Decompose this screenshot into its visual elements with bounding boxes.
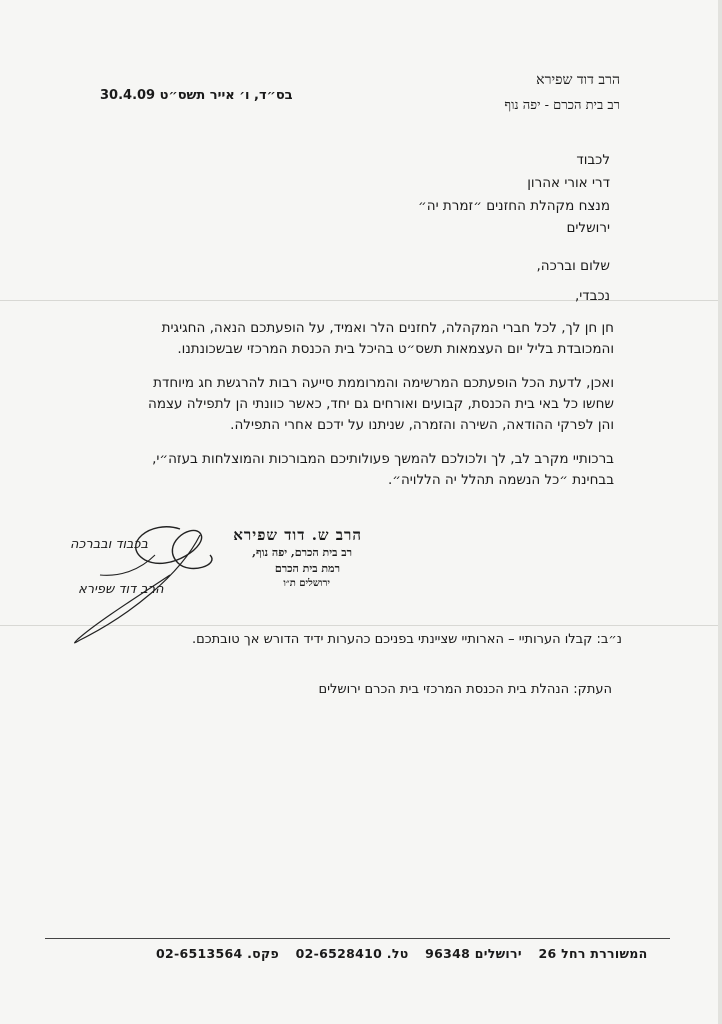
- footer-fax: פקס. 02-6513564: [156, 946, 279, 961]
- stamp-line-4: ירושלים ת״ו: [283, 578, 330, 589]
- recipient-to: לכבוד: [576, 152, 610, 168]
- date-line: בס״ד, ו׳ אייר תשס״ט 30.4.09: [100, 88, 293, 103]
- footer-address: [150, 946, 653, 961]
- signer-name: הרב דוד שפירא: [78, 582, 164, 597]
- closing: בכבוד ובברכה: [70, 537, 148, 552]
- paragraph-2-line: והן לפרקי ההודאה, השירה והזמרה, שניתנו על ידכם אחרי התפילה.: [230, 417, 614, 433]
- recipient-title: מנצח מקהלת החזנים ״זמרת יה״: [418, 198, 610, 214]
- postscript: נ״ב: קבלו הערותיי – הארותיי שציינתי בפניכם כהערות ידיד הדורש אך טובתכם.: [192, 632, 622, 647]
- footer-city: ירושלים 96348: [425, 946, 522, 961]
- recipient-name: דרי אורי אהרון: [527, 175, 610, 191]
- footer-phone: טל. 02-6528410: [295, 946, 409, 961]
- stamp-line-1: הרב ש. דוד שפירא: [233, 526, 362, 544]
- stamp-line-2: רב בית הכרם, יפה נוף,: [252, 546, 352, 559]
- footer-rule: [45, 938, 670, 939]
- paragraph-2-line: שחשו כל באי בית הכנסת, קבועים ואורחים גם יחד, כאשר כוונתי הן לתפילה עצמה: [148, 396, 614, 412]
- paragraph-3-line: בבחינת ״כל הנשמה תהלל יה הללויה״.: [387, 472, 614, 488]
- fold-crease: [0, 300, 722, 301]
- copy-to: העתק: הנהלת בית הכנסת המרכזי בית הכרם ירושלים: [318, 682, 612, 697]
- salutation: נכבדי,: [574, 288, 610, 304]
- greeting: שלום וברכה,: [536, 258, 610, 274]
- letterhead-role: רב בית הכרם - יפה נוף: [504, 98, 620, 113]
- paragraph-3-line: ברכותיי מקרב לב, לך ולכולכם להמשך פעולותיכם המבורכות והמוצלחות בעזה״י,: [152, 451, 614, 467]
- paragraph-1-line: והמכובדת בליל יום העצמאות תשס״ט בהיכל בית הכנסת המרכזי שבשכונתנו.: [177, 341, 614, 357]
- stamp-line-3: רמת בית הכרם: [274, 562, 340, 575]
- footer-street: המשוררת רחל 26: [538, 946, 648, 961]
- recipient-city: ירושלים: [566, 220, 610, 236]
- paragraph-2-line: ואכן, לדעת הכל הופעתכם המרשימה והמרוממת סייעה רבות להרגשת חג מיוחדת: [153, 375, 614, 391]
- scan-edge: [718, 0, 722, 1024]
- letterhead-name: הרב דוד שפירא: [536, 72, 620, 88]
- paragraph-1-line: חן חן לך, לכל חברי המקהלה, לחזנים הלר ואמיד, על הופעתכם הנאה, החגיגית: [161, 320, 614, 336]
